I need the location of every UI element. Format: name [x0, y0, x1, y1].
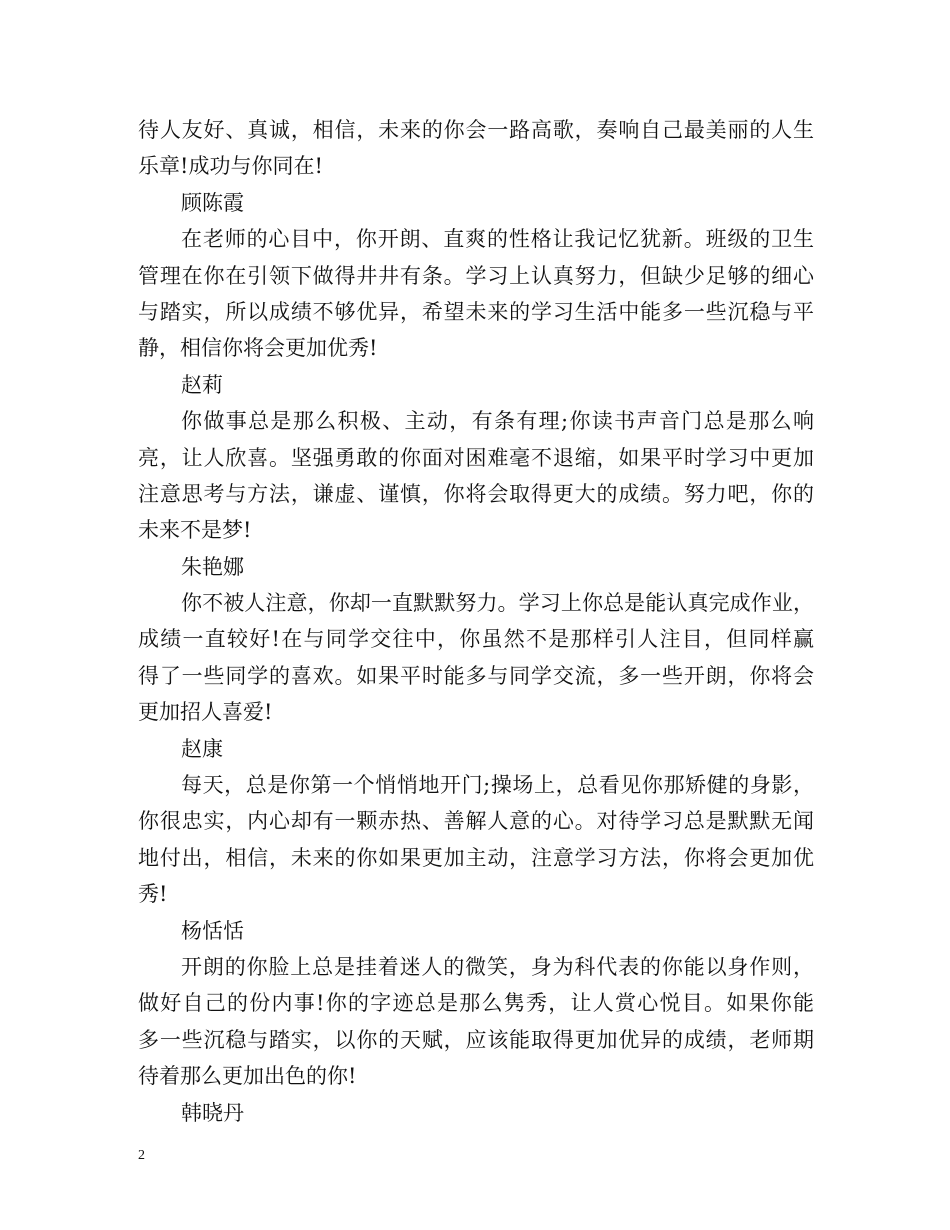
text-line: 成绩一直较好!在与同学交往中，你虽然不是那样引人注目，但同样赢 [138, 627, 814, 652]
text-line: 与踏实，所以成绩不够优异，希望未来的学习生活中能多一些沉稳与平 [138, 299, 814, 324]
student-name: 赵康 [181, 736, 223, 761]
student-name: 赵莉 [181, 372, 223, 397]
text-line: 秀! [138, 882, 168, 907]
text-line: 静，相信你将会更加优秀! [138, 336, 378, 361]
comment-paragraph [138, 767, 814, 913]
page-number: 2 [138, 1148, 145, 1163]
student-name: 杨恬恬 [181, 918, 244, 943]
comment-paragraph [138, 585, 814, 731]
text-line: 注意思考与方法，谦虚、谨慎，你将会取得更大的成绩。努力吧，你的 [138, 481, 814, 506]
text-line: 乐章!成功与你同在! [138, 154, 323, 179]
text-line: 开朗的你脸上总是挂着迷人的微笑，身为科代表的你能以身作则， [181, 954, 814, 979]
text-line: 在老师的心目中，你开朗、直爽的性格让我记忆犹新。班级的卫生 [181, 227, 814, 252]
text-line: 多一些沉稳与踏实，以你的天赋，应该能取得更加优异的成绩，老师期 [138, 1027, 814, 1052]
comment-paragraph [138, 949, 814, 1095]
text-line: 你做事总是那么积极、主动，有条有理;你读书声音门总是那么响 [181, 409, 814, 434]
text-line: 亮，让人欣喜。坚强勇敢的你面对困难毫不退缩，如果平时学习中更加 [138, 445, 814, 470]
text-line: 地付出，相信，未来的你如果更加主动，注意学习方法，你将会更加优 [138, 845, 814, 870]
text-line: 每天，总是你第一个悄悄地开门;操场上，总看见你那矫健的身影， [181, 773, 814, 798]
text-line: 待人友好、真诚，相信，未来的你会一路高歌，奏响自己最美丽的人生 [138, 118, 814, 142]
comment-paragraph [138, 221, 814, 367]
comment-paragraph [138, 403, 814, 549]
text-line: 未来不是梦! [138, 518, 252, 543]
text-line: 更加招人喜爱! [138, 700, 273, 725]
paragraph-continued [138, 112, 814, 185]
text-line: 管理在你在引领下做得井井有条。学习上认真努力，但缺少足够的细心 [138, 263, 814, 288]
student-name: 朱艳娜 [181, 554, 244, 579]
text-line: 得了一些同学的喜欢。如果平时能多与同学交流，多一些开朗，你将会 [138, 663, 814, 688]
student-name: 韩晓丹 [181, 1100, 244, 1125]
text-line: 你很忠实，内心却有一颗赤热、善解人意的心。对待学习总是默默无闻 [138, 809, 814, 834]
text-line: 待着那么更加出色的你! [138, 1064, 357, 1089]
document-body [138, 112, 814, 1131]
text-line: 你不被人注意，你却一直默默努力。学习上你总是能认真完成作业， [181, 591, 814, 616]
student-name: 顾陈霞 [181, 190, 244, 215]
text-line: 做好自己的份内事!你的字迹总是那么隽秀，让人赏心悦目。如果你能 [138, 991, 814, 1016]
